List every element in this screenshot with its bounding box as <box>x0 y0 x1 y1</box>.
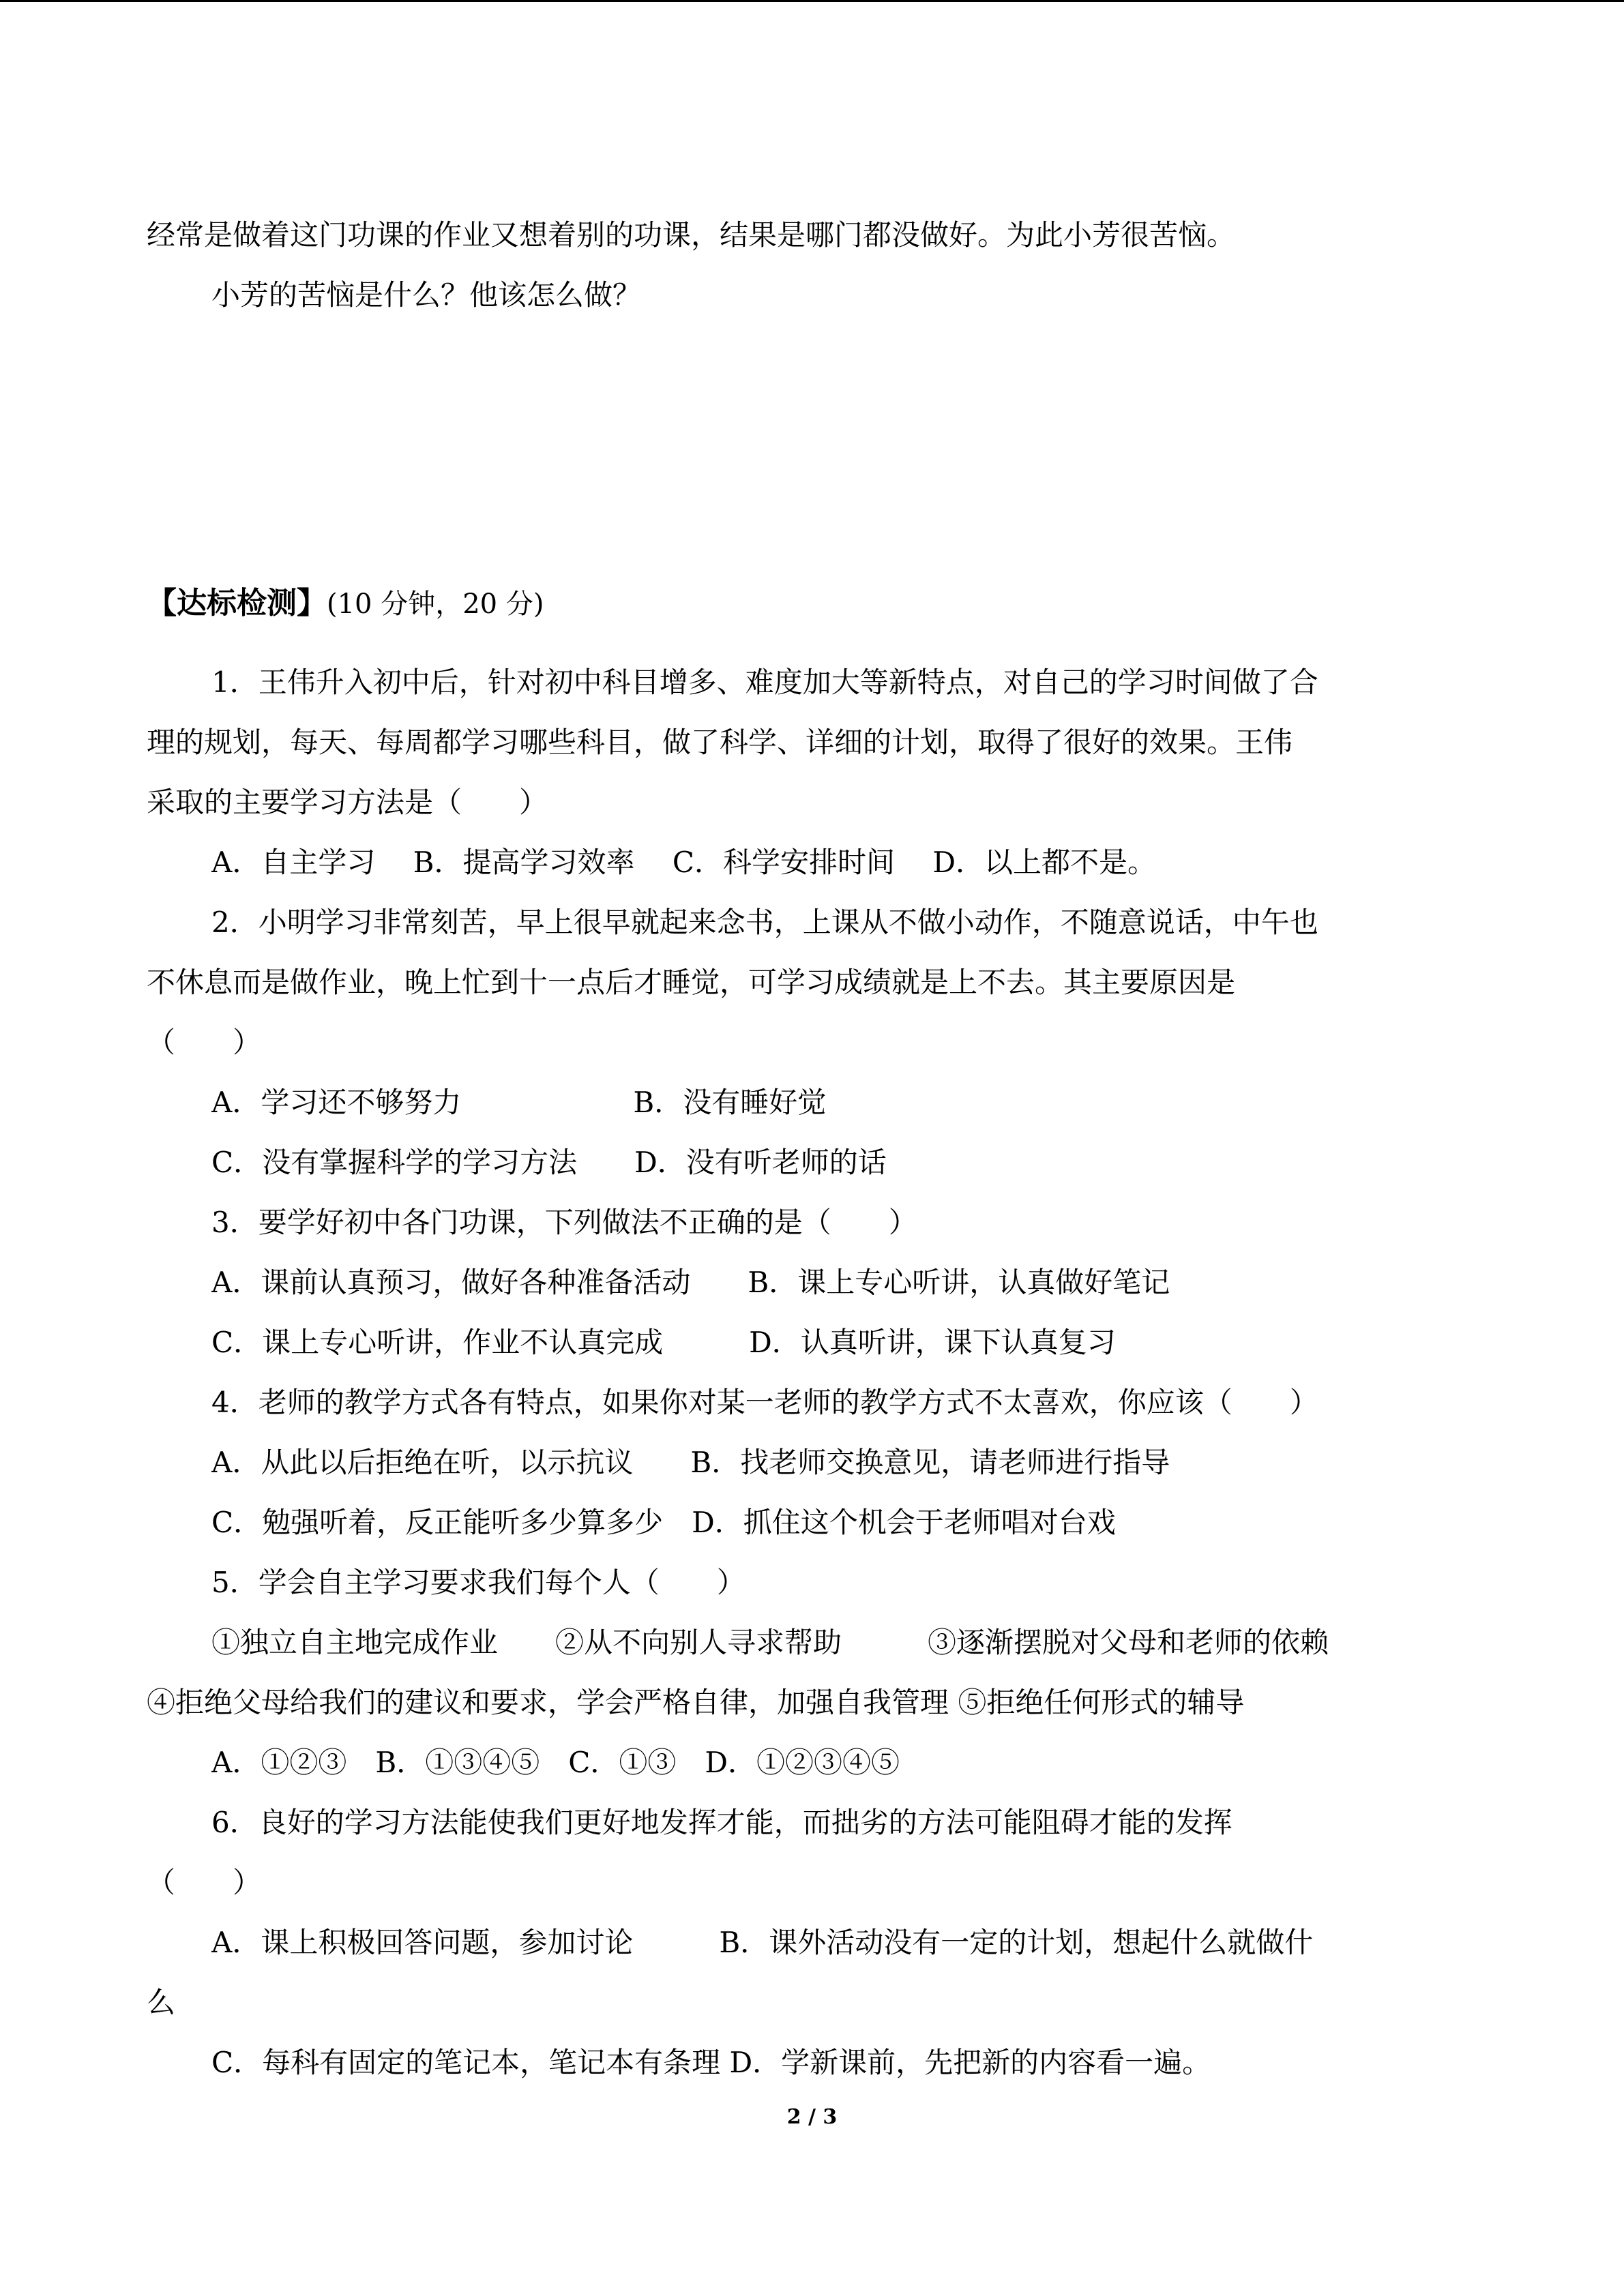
section-title: 【达标检测】 <box>147 586 327 621</box>
q6-stem: 6．良好的学习方法能使我们更好地发挥才能，而拙劣的方法可能阻碍才能的发挥 <box>211 1806 1232 1839</box>
q5-statements-line2: ④拒绝父母给我们的建议和要求，学会严格自律，加强自我管理 ⑤拒绝任何形式的辅导 <box>147 1686 1245 1719</box>
q2-options-cd: C．没有掌握科学的学习方法 D．没有听老师的话 <box>211 1146 887 1179</box>
section-heading <box>147 583 544 624</box>
q2-options-ab: A．学习还不够努力 B．没有睡好觉 <box>211 1086 827 1119</box>
q1-stem-line3: 采取的主要学习方法是（ ） <box>147 786 548 819</box>
q6-options-ab: A．课上积极回答问题，参加讨论 B．课外活动没有一定的计划，想起什么就做什 <box>211 1926 1314 1959</box>
top-border <box>0 0 1624 2</box>
page-number: 2 / 3 <box>786 2105 838 2129</box>
q2-stem-line2: 不休息而是做作业，晚上忙到十一点后才睡觉，可学习成绩就是上不去。其主要原因是 <box>147 966 1236 999</box>
intro-text: 经常是做着这门功课的作业又想着别的功课，结果是哪门都没做好。为此小芳很苦恼。 <box>147 218 1236 252</box>
q1-stem-line2: 理的规划，每天、每周都学习哪些科目，做了科学、详细的计划，取得了很好的效果。王伟 <box>147 726 1293 759</box>
q3-stem: 3．要学好初中各门功课，下列做法不正确的是（ ） <box>211 1206 917 1239</box>
q1-options: A．自主学习 B．提高学习效率 C．科学安排时间 D．以上都不是。 <box>211 846 1157 879</box>
q5-statements-line1: ①独立自主地完成作业 ②从不向别人寻求帮助 ③逐渐摆脱对父母和老师的依赖 <box>211 1626 1329 1659</box>
q2-answer-blank: （ ） <box>147 1026 262 1059</box>
q1-stem-line1: 1．王伟升入初中后，针对初中科目增多、难度加大等新特点，对自己的学习时间做了合 <box>211 666 1318 699</box>
q3-options-cd: C．课上专心听讲，作业不认真完成 D．认真听讲，课下认真复习 <box>211 1326 1116 1359</box>
q5-stem: 5．学会自主学习要求我们每个人（ ） <box>211 1566 745 1599</box>
q4-options-cd: C．勉强听着，反正能听多少算多少 D．抓住这个机会于老师唱对台戏 <box>211 1506 1116 1539</box>
q6-answer-blank: （ ） <box>147 1866 262 1899</box>
q4-stem: 4．老师的教学方式各有特点，如果你对某一老师的教学方式不太喜欢，你应该（ ） <box>211 1386 1318 1419</box>
q6-options-ab-wrap: 么 <box>147 1986 176 2019</box>
section-time-note: (10 分钟，20 分) <box>327 588 544 620</box>
q4-options-ab: A．从此以后拒绝在听，以示抗议 B．找老师交换意见，请老师进行指导 <box>211 1446 1170 1479</box>
q2-stem-line1: 2．小明学习非常刻苦，早上很早就起来念书，上课从不做小动作，不随意说话，中午也 <box>211 906 1318 939</box>
q3-options-ab: A．课前认真预习，做好各种准备活动 B．课上专心听讲，认真做好笔记 <box>211 1266 1170 1299</box>
intro-question: 小芳的苦恼是什么？他该怎么做？ <box>211 278 642 312</box>
q5-options: A．①②③ B．①③④⑤ C．①③ D．①②③④⑤ <box>211 1746 900 1779</box>
q6-options-cd: C．每科有固定的笔记本，笔记本有条理 D．学新课前，先把新的内容看一遍。 <box>211 2046 1211 2079</box>
